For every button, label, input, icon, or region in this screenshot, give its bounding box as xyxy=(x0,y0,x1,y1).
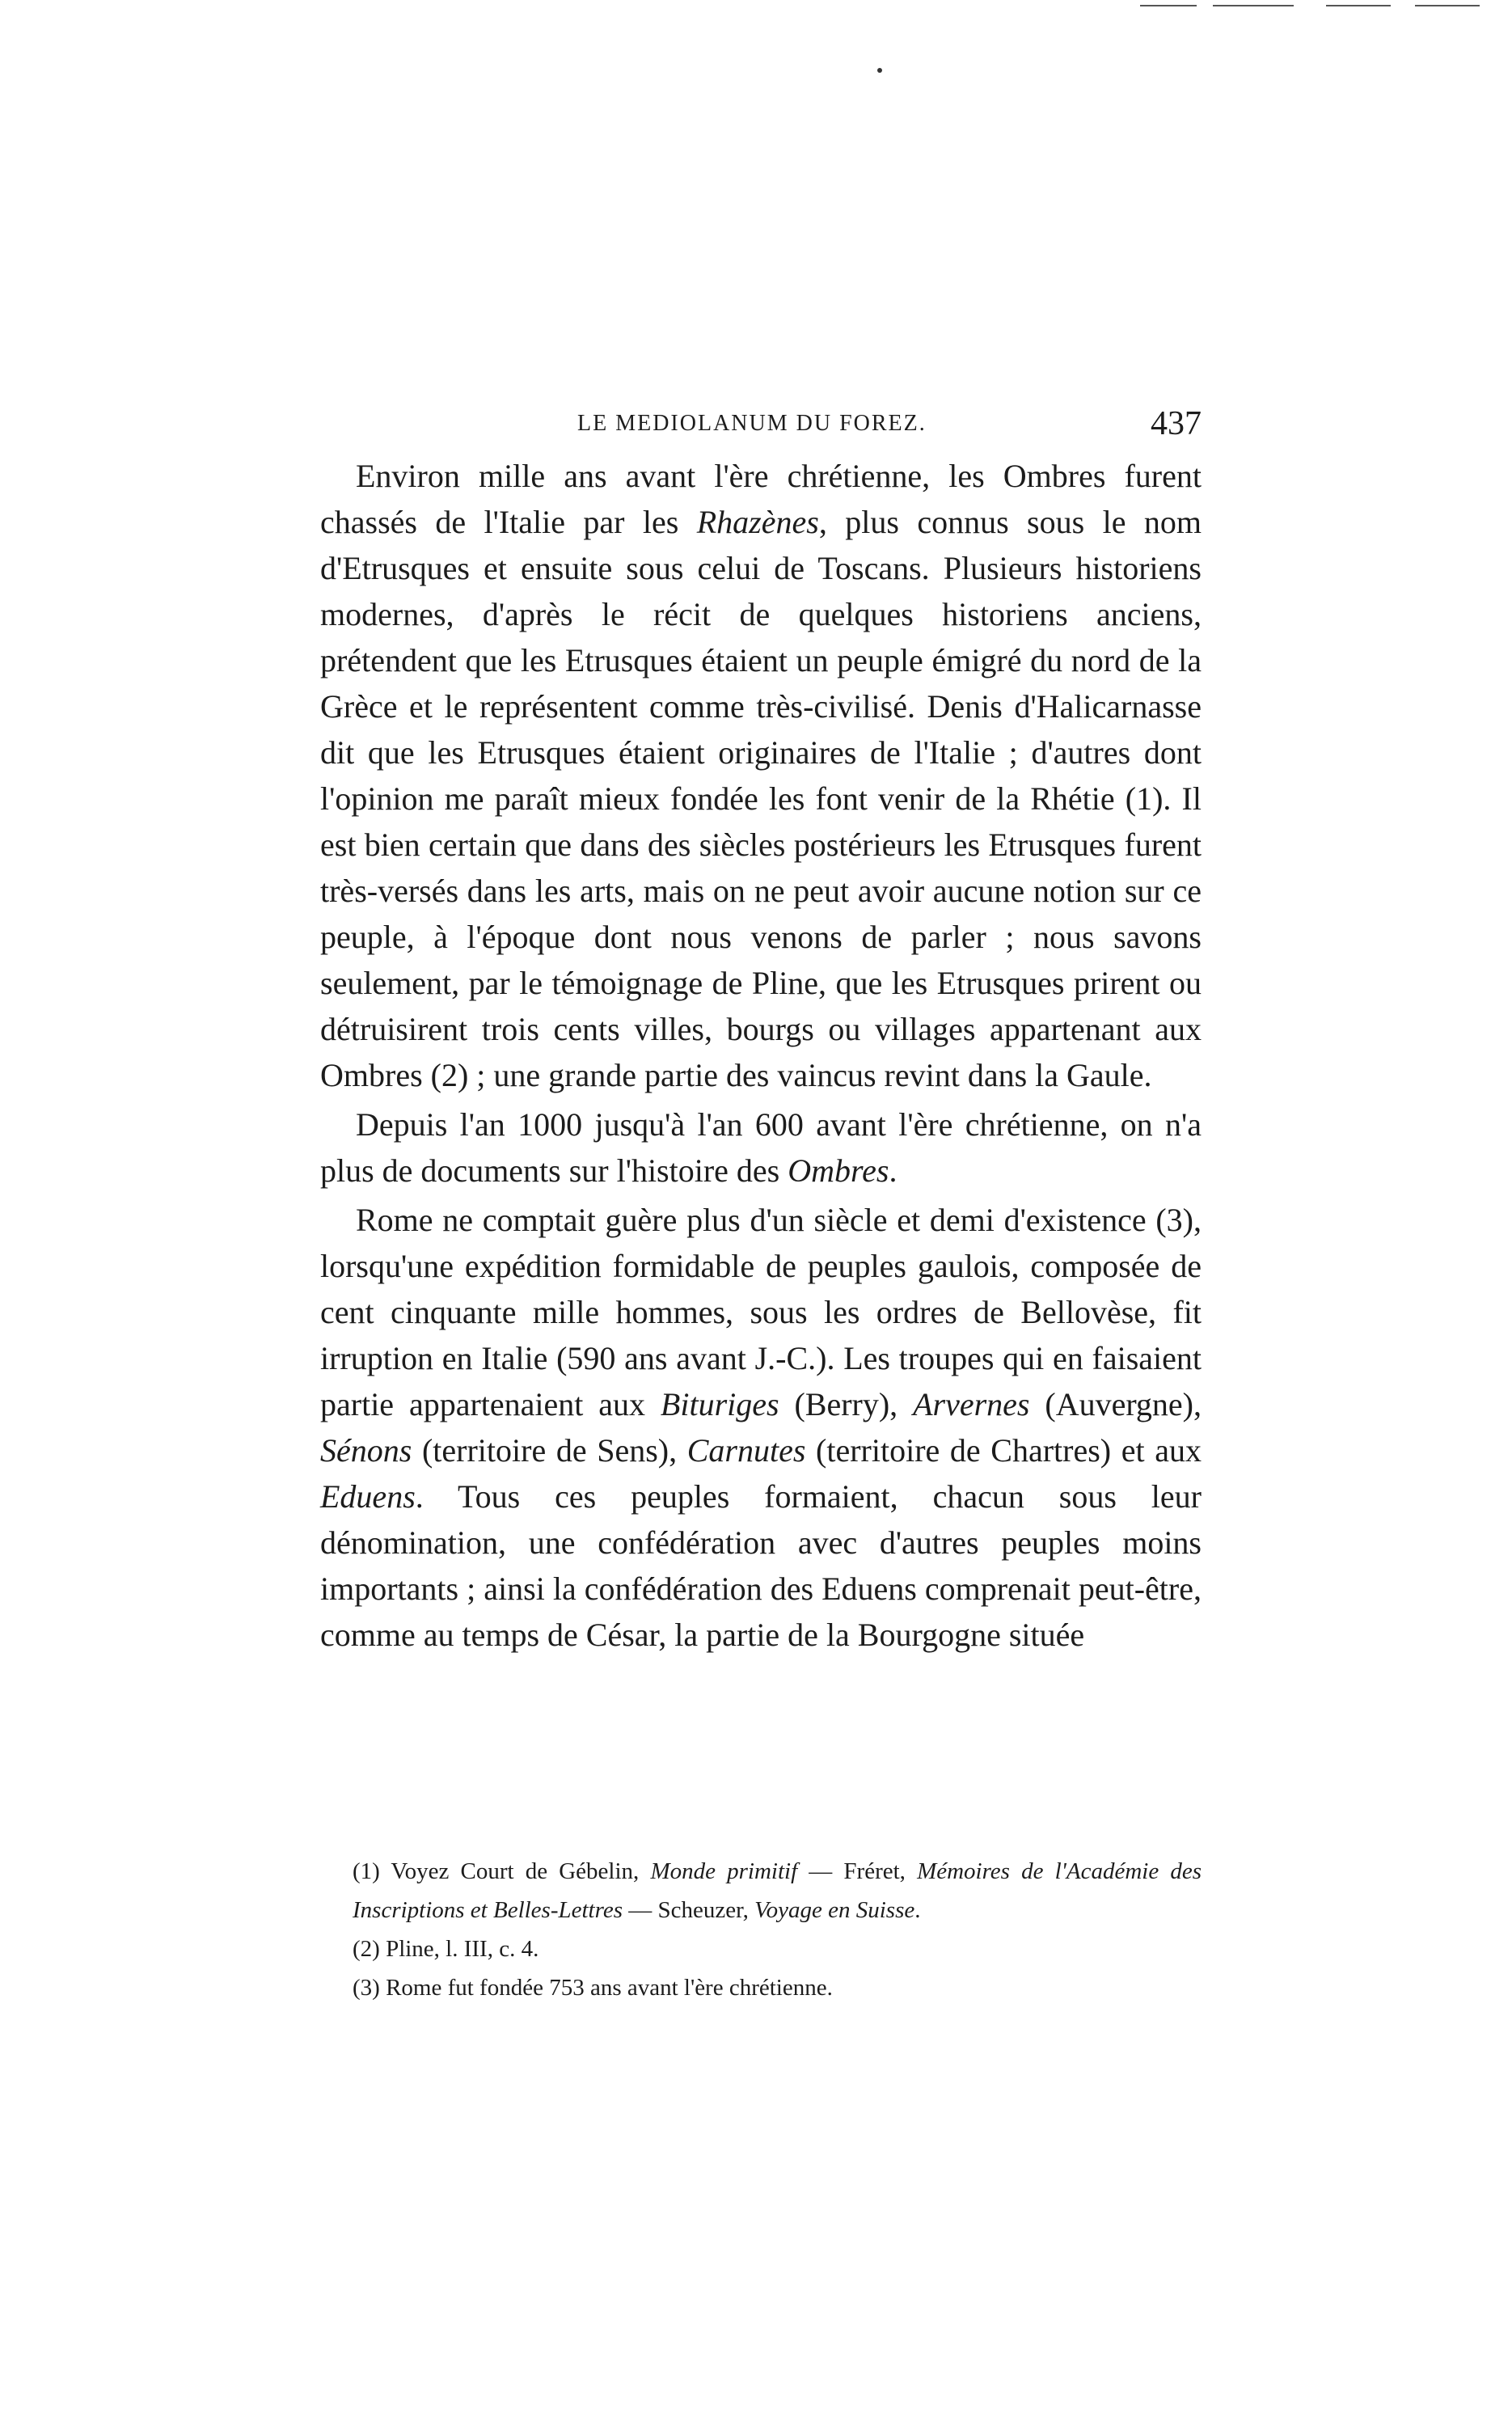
top-edge-rule xyxy=(1213,5,1294,6)
italic-run: Ombres xyxy=(788,1152,889,1189)
text-run: . xyxy=(914,1897,921,1923)
text-run: Environ mille ans avant l'ère chrétienne, les Ombres furent chassés de l'Italie par les xyxy=(320,458,1202,540)
text-run: . xyxy=(889,1152,897,1189)
italic-run: Eduens xyxy=(320,1478,416,1515)
text-run: — Fréret, xyxy=(797,1858,918,1884)
body-text xyxy=(320,453,1202,1658)
italic-run: Rhazènes xyxy=(696,504,819,540)
body-paragraph xyxy=(320,453,1202,1098)
top-edge-rule xyxy=(1140,5,1197,6)
italic-run: Monde primitif xyxy=(650,1858,798,1884)
text-run: (territoire de Sens), xyxy=(412,1432,687,1469)
text-run: (territoire de Chartres) et aux xyxy=(805,1432,1202,1469)
body-paragraph xyxy=(320,1197,1202,1658)
italic-run: Carnutes xyxy=(686,1432,806,1469)
italic-run: Voyage en Suisse xyxy=(754,1897,915,1923)
italic-run: Mémoires de l'Académie des Inscriptions et Belles-Lettres xyxy=(353,1858,1202,1923)
text-run: (Auvergne), xyxy=(1029,1386,1202,1422)
footnote xyxy=(320,1852,1202,1930)
text-run: (1) Voyez Court de Gébelin, xyxy=(353,1858,651,1884)
text-run: (3) Rome fut fondée 753 ans avant l'ère chrétienne. xyxy=(353,1975,833,2001)
text-run: Depuis l'an 1000 jusqu'à l'an 600 avant l'ère chrétienne, on n'a plus de documents sur l'histoire des xyxy=(320,1106,1202,1189)
text-run: Rome ne comptait guère plus d'un siècle et demi d'existence (3), lorsqu'une expédition formidable de peuples gaulois, composée de cent cinquante mille hommes, sous les ordres de Bellovèse, fit irruption en Italie (590 ans avant J.-C.). Les troupes qui en faisaient partie appartenaient aux xyxy=(320,1202,1202,1422)
footnote xyxy=(320,1930,1202,1968)
top-edge-rule xyxy=(1326,5,1391,6)
body-paragraph xyxy=(320,1101,1202,1194)
running-title: LE MEDIOLANUM DU FOREZ. xyxy=(577,411,927,436)
top-edge-rule xyxy=(1415,5,1480,6)
text-run: . Tous ces peuples formaient, chacun sous leur dénomination, une confédération avec d'autres peuples moins importants ; ainsi la confédération des Eduens comprenait peut-être, comme au temps de César, la partie de la Bourgogne située xyxy=(320,1478,1202,1653)
footnote xyxy=(320,1968,1202,2007)
text-run: , plus connus sous le nom d'Etrusques et ensuite sous celui de Toscans. Plusieurs historiens modernes, d'après le récit de quelques historiens anciens, prétendent que les Etrusques étaient un peuple émigré du nord de la Grèce et le représentent comme très-civilisé. Denis d'Halicarnasse dit que les Etrusques étaient originaires de l'Italie ; d'autres dont l'opinion me paraît mieux fondée les font venir de la Rhétie (1). Il est bien certain que dans des siècles postérieurs les Etrusques furent très-versés dans les arts, mais on ne peut avoir aucune notion sur ce peuple, à l'époque dont nous venons de parler ; nous savons seulement, par le témoignage de Pline, que les Etrusques prirent ou détruisirent trois cents villes, bourgs ou villages appartenant aux Ombres (2) ; une grande partie des vaincus revint dans la Gaule. xyxy=(320,504,1202,1093)
footnotes xyxy=(320,1852,1202,2007)
page-number: 437 xyxy=(1151,405,1202,442)
italic-run: Arvernes xyxy=(913,1386,1030,1422)
text-run: (Berry), xyxy=(779,1386,914,1422)
ink-speck xyxy=(877,68,882,73)
page-header xyxy=(320,404,1202,453)
text-run: — Scheuzer, xyxy=(622,1897,755,1923)
text-run: (2) Pline, l. III, c. 4. xyxy=(353,1936,539,1962)
italic-run: Bituriges xyxy=(660,1386,779,1422)
italic-run: Sénons xyxy=(320,1432,412,1469)
